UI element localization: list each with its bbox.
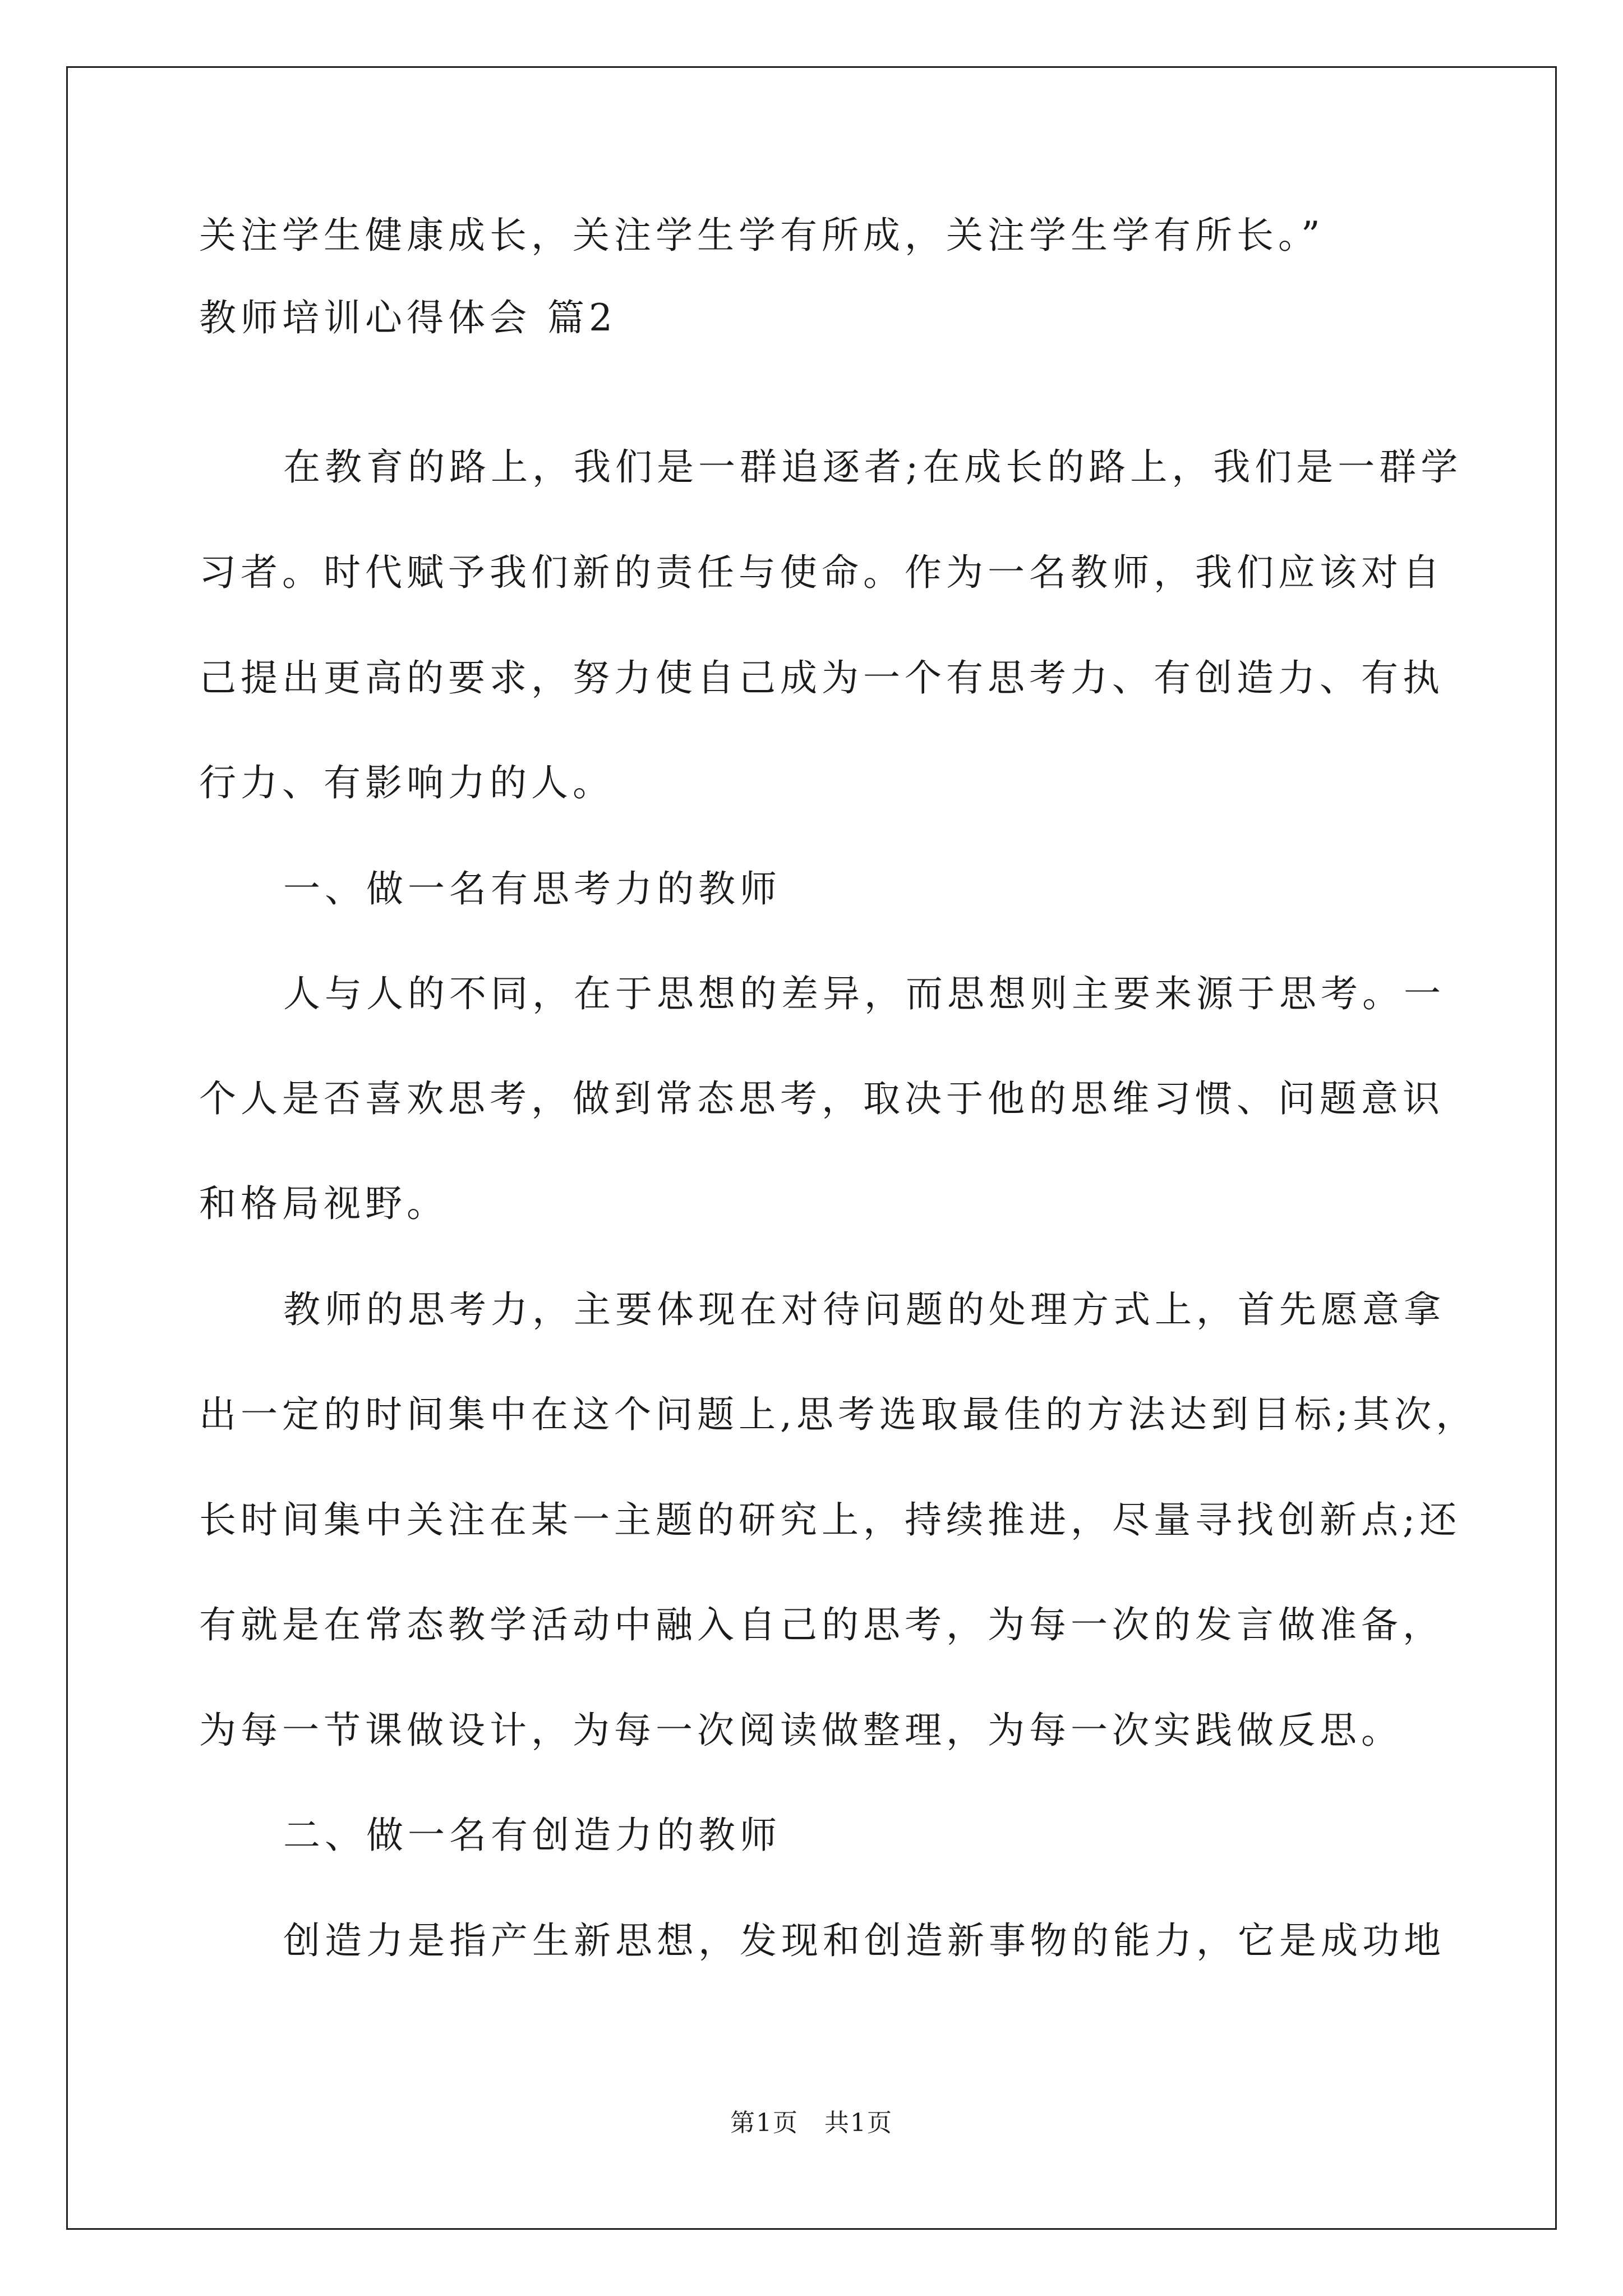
paragraph-line: 人与人的不同，在于思想的差异，而思想则主要来源于思考。一 [283,972,1445,1015]
paragraph-line: 出一定的时间集中在这个问题上,思考选取最佳的方法达到目标;其次， [199,1393,1478,1436]
paragraph-line: 教师的思考力，主要体现在对待问题的处理方式上，首先愿意拿 [283,1288,1445,1331]
paragraph-line: 长时间集中关注在某一主题的研究上，持续推进，尽量寻找创新点;还 [199,1498,1461,1542]
page-border [66,66,1557,2230]
page-footer: 第1页 共1页 [730,2109,893,2137]
paragraph-line: 为每一节课做设计，为每一次阅读做整理，为每一次实践做反思。 [199,1709,1403,1752]
paragraph-line: 个人是否喜欢思考，做到常态思考，取决于他的思维习惯、问题意识 [199,1077,1444,1120]
subheading: 一、做一名有思考力的教师 [283,867,781,910]
section-heading: 教师培训心得体会 篇2 [199,296,617,339]
paragraph-line: 关注学生健康成长，关注学生学有所成，关注学生学有所长。” [199,214,1325,257]
paragraph-line: 在教育的路上，我们是一群追逐者;在成长的路上，我们是一群学 [283,445,1463,489]
subheading: 二、做一名有创造力的教师 [283,1814,781,1857]
paragraph-line: 和格局视野。 [199,1182,448,1225]
paragraph-line: 有就是在常态教学活动中融入自己的思考，为每一次的发言做准备， [199,1603,1444,1646]
paragraph-line: 创造力是指产生新思想，发现和创造新事物的能力，它是成功地 [283,1919,1445,1962]
paragraph-line: 习者。时代赋予我们新的责任与使命。作为一名教师，我们应该对自 [199,551,1444,594]
paragraph-line: 行力、有影响力的人。 [199,761,614,804]
paragraph-line: 己提出更高的要求，努力使自己成为一个有思考力、有创造力、有执 [199,656,1444,700]
